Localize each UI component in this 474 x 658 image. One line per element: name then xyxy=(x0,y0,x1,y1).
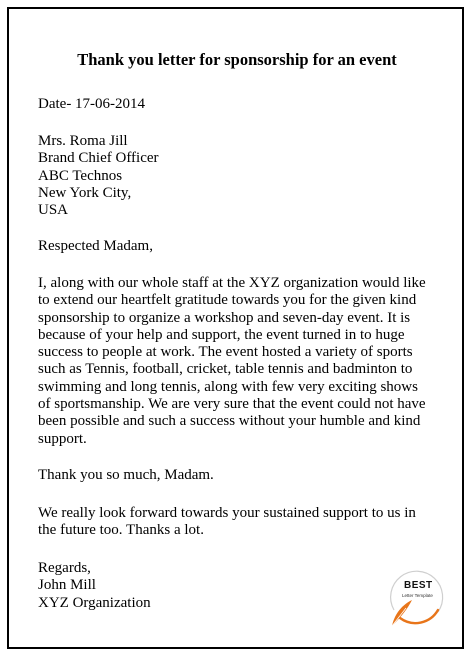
body-line: been possible and such a success without your humble and kind xyxy=(38,413,421,430)
recipient-company: ABC Technos xyxy=(38,167,123,184)
closing-block xyxy=(38,560,438,612)
body-line: support. xyxy=(38,430,87,447)
logo-subtitle: Letter Template xyxy=(402,593,433,598)
sender-name: John Mill xyxy=(38,577,96,594)
body-line: swimming and long tennis, along with few very exciting shows xyxy=(38,378,418,395)
recipient-name: Mrs. Roma Jill xyxy=(38,133,128,149)
recipient-city: New York City, xyxy=(38,184,132,201)
closing-regards: Regards, xyxy=(38,560,91,576)
date-line: Date- 17-06-2014 xyxy=(38,96,146,112)
sender-organization: XYZ Organization xyxy=(38,594,151,611)
recipient-address xyxy=(38,133,438,219)
letter-title: Thank you letter for sponsorship for an event xyxy=(77,50,397,69)
thanks-line: Thank you so much, Madam. xyxy=(38,467,214,483)
best-letter-template-logo xyxy=(380,560,452,632)
body-line: success to people at work. The event hosted a variety of sports xyxy=(38,344,413,361)
body-line: sponsorship to organize a workshop and seven-day event. It is xyxy=(38,309,411,326)
body-line: We really look forward towards your sustained support to us in xyxy=(38,505,416,521)
body-line: the future too. Thanks a lot. xyxy=(38,522,204,539)
letter-date xyxy=(38,96,438,113)
recipient-position: Brand Chief Officer xyxy=(38,150,159,167)
body-line: I, along with our whole staff at the XYZ organization would like xyxy=(38,275,426,291)
body-line: to extend our heartfelt gratitude towards you for the given kind xyxy=(38,292,417,309)
body-paragraph-3 xyxy=(38,505,438,540)
body-paragraph-2 xyxy=(38,467,438,484)
salutation: Respected Madam, xyxy=(38,238,153,254)
salutation-block xyxy=(38,238,438,255)
body-paragraph-1 xyxy=(38,275,438,448)
body-line: because of your help and support, the event turned in to huge xyxy=(38,326,405,343)
body-line: of sportsmanship. We are very sure that the event could not have xyxy=(38,396,426,413)
recipient-country: USA xyxy=(38,202,69,219)
logo-word: BEST xyxy=(404,580,433,591)
body-line: such as Tennis, football, cricket, table tennis and badminton to xyxy=(38,361,413,378)
